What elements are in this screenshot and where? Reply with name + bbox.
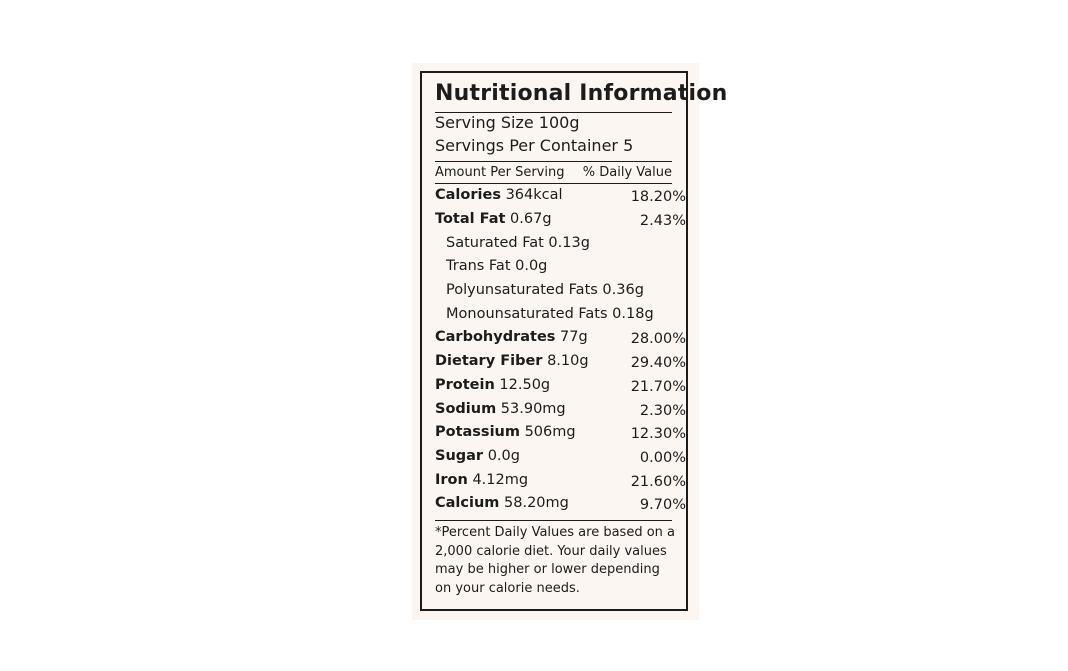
nutrition-facts-panel — [420, 71, 728, 611]
nutrient-row — [422, 495, 690, 517]
nutrient-name: Calories — [435, 187, 501, 203]
nutrient-amount: 0.13g — [548, 235, 590, 251]
nutrient-row — [422, 424, 690, 446]
nutrient-row — [422, 448, 690, 470]
header-divider — [435, 183, 672, 184]
nutrient-name: Polyunsaturated Fats — [446, 282, 598, 298]
nutrient-subrow — [422, 306, 690, 328]
nutrient-amount: 58.20mg — [504, 495, 569, 511]
nutrient-amount: 0.18g — [612, 306, 654, 322]
nutrient-amount: 8.10g — [547, 353, 589, 369]
daily-value-header: % Daily Value — [582, 165, 672, 180]
nutrient-daily-value: 21.70% — [630, 379, 686, 395]
footnote: *Percent Daily Values are based on a 2,000 calorie diet. Your daily values may be higher or lower depending on your calorie needs. — [435, 525, 675, 596]
nutrient-name: Protein — [435, 377, 495, 393]
nutrient-subrow — [422, 258, 690, 280]
nutrient-amount: 77g — [560, 329, 588, 345]
nutrient-amount: 12.50g — [499, 377, 551, 393]
nutrient-daily-value: 28.00% — [630, 331, 686, 347]
nutrient-amount: 0.0g — [487, 448, 520, 464]
nutrient-amount: 364kcal — [505, 187, 563, 203]
nutrient-name: Potassium — [435, 424, 520, 440]
amount-per-serving-header: Amount Per Serving — [435, 165, 565, 180]
nutrient-amount: 4.12mg — [472, 472, 529, 488]
nutrient-row — [422, 187, 690, 209]
nutrition-label-card — [412, 63, 728, 620]
nutrient-name: Calcium — [435, 495, 500, 511]
nutrient-name: Carbohydrates — [435, 329, 556, 345]
footnote-divider — [435, 520, 672, 521]
servings-per-container: Servings Per Container 5 — [435, 136, 634, 155]
nutrient-daily-value: 2.30% — [639, 403, 686, 419]
nutrient-daily-value: 12.30% — [630, 426, 686, 442]
nutrient-name: Total Fat — [435, 211, 506, 227]
nutrient-subrow — [422, 235, 690, 257]
nutrient-name: Trans Fat — [446, 258, 511, 274]
nutrient-row — [422, 329, 690, 351]
nutrient-name: Monounsaturated Fats — [446, 306, 608, 322]
nutrient-name: Iron — [435, 472, 468, 488]
nutrient-daily-value: 9.70% — [639, 497, 686, 513]
nutrient-name: Sugar — [435, 448, 484, 464]
nutrient-name: Dietary Fiber — [435, 353, 543, 369]
nutrient-name: Saturated Fat — [446, 235, 544, 251]
nutrient-amount: 0.0g — [515, 258, 548, 274]
serving-size: Serving Size 100g — [435, 113, 580, 132]
nutrient-row — [422, 472, 690, 494]
nutrient-amount: 53.90mg — [500, 401, 566, 417]
nutrient-amount: 0.36g — [602, 282, 644, 298]
nutrient-subrow — [422, 282, 690, 304]
nutrient-daily-value: 29.40% — [630, 355, 686, 371]
nutrient-daily-value: 0.00% — [639, 450, 686, 466]
label-title: Nutritional Information — [435, 81, 728, 106]
nutrient-row — [422, 353, 690, 375]
nutrient-amount: 0.67g — [510, 211, 552, 227]
nutrient-daily-value: 21.60% — [630, 474, 686, 490]
nutrient-daily-value: 2.43% — [639, 213, 686, 229]
nutrient-name: Sodium — [435, 401, 497, 417]
nutrient-daily-value: 18.20% — [630, 189, 686, 205]
serving-divider — [435, 161, 672, 162]
nutrient-row — [422, 401, 690, 423]
nutrient-row — [422, 211, 690, 233]
nutrient-row — [422, 377, 690, 399]
nutrient-amount: 506mg — [524, 424, 576, 440]
